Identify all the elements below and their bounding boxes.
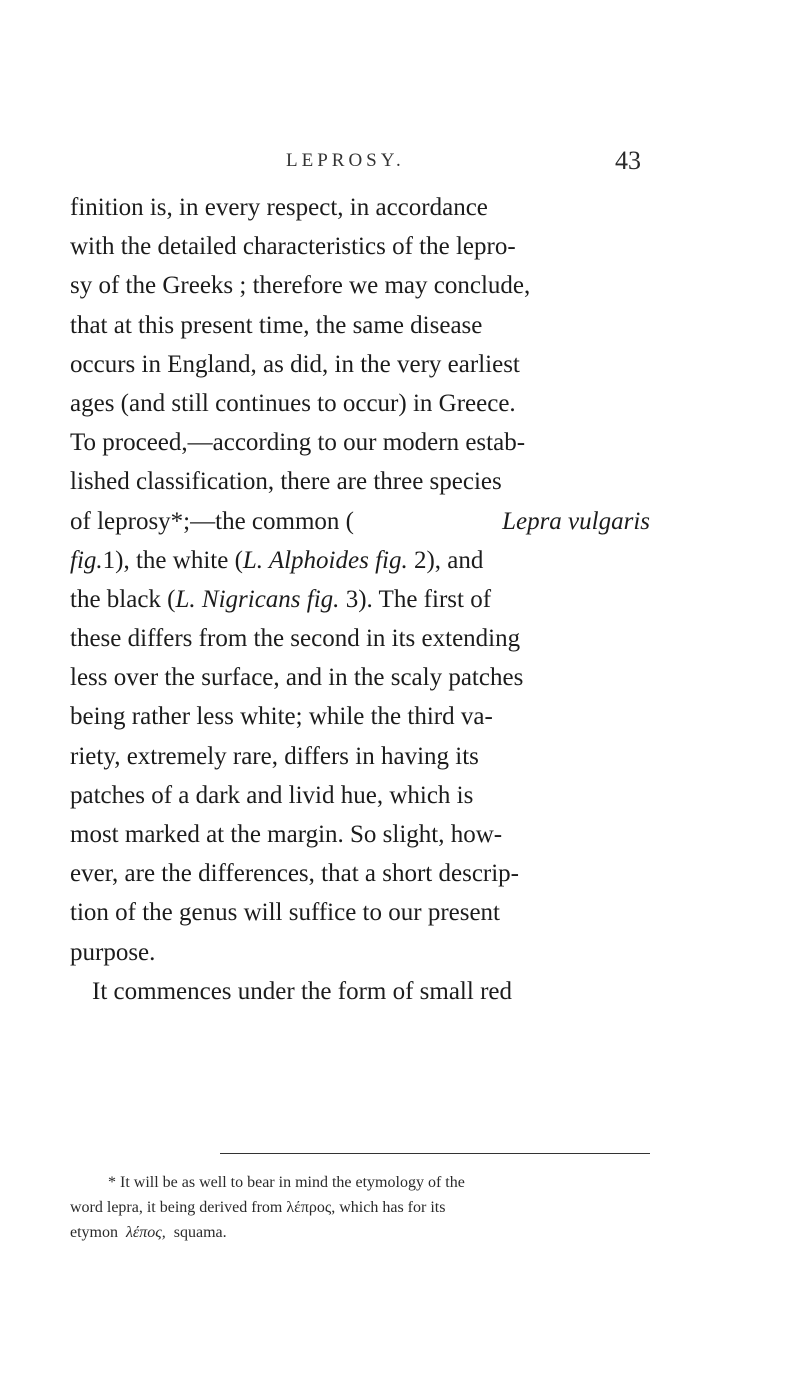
italic-alphoides: L. Alphoides fig. bbox=[242, 546, 408, 574]
text-line-5: occurs in England, as did, in the very earliest bbox=[70, 350, 520, 378]
italic-lepra-vulgaris: Lepra vulgaris bbox=[502, 507, 650, 535]
text-line-21: It commences under the form of small red bbox=[92, 977, 512, 1005]
text-line-6: ages (and still continues to occur) in Greece. bbox=[70, 389, 516, 417]
text-line-3: sy of the Greeks ; therefore we may conclude, bbox=[70, 272, 531, 300]
text-line-10: fig.1), the white (L. Alphoides fig. 2), and bbox=[70, 546, 484, 574]
text-line-8: lished classification, there are three species bbox=[70, 468, 502, 496]
text-line-20: purpose. bbox=[70, 938, 156, 966]
footnote bbox=[70, 1170, 650, 1245]
greek-word: λέπος, bbox=[126, 1224, 166, 1241]
text-line-1: finition is, in every respect, in accordance bbox=[70, 194, 488, 221]
running-head: LEPROSY. bbox=[286, 150, 405, 171]
text-line-17: most marked at the margin. So slight, how- bbox=[70, 821, 503, 848]
text-line-15: riety, extremely rare, differs in having its bbox=[70, 742, 479, 770]
italic-fig: fig. bbox=[70, 546, 103, 574]
footnote-line-1: * It will be as well to bear in mind the etymology of the bbox=[108, 1174, 465, 1191]
text-line-13: less over the surface, and in the scaly patches bbox=[70, 664, 524, 692]
text-line-19: tion of the genus will suffice to our present bbox=[70, 899, 501, 927]
text-line-2: with the detailed characteristics of the lepro- bbox=[70, 233, 516, 261]
body-text bbox=[70, 188, 650, 1011]
text-line-16: patches of a dark and livid hue, which is bbox=[70, 781, 474, 809]
text-line-7: To proceed,—according to our modern estab- bbox=[70, 429, 526, 457]
text-line-14: being rather less white; while the third va- bbox=[70, 703, 493, 731]
text-line-11: the black (L. Nigricans fig. 3). The first of bbox=[70, 585, 492, 613]
footnote-divider bbox=[220, 1153, 650, 1154]
footnote-line-3: etymon λέπος, squama. bbox=[70, 1220, 650, 1245]
text-line-9: of leprosy*;—the common ( Lepra vulgaris bbox=[70, 502, 650, 541]
italic-nigricans: L. Nigricans fig. bbox=[175, 585, 340, 613]
text-line-18: ever, are the differences, that a short descrip- bbox=[70, 860, 520, 888]
page-number: 43 bbox=[615, 146, 641, 175]
footnote-line-2: word lepra, it being derived from λέπρος, which has for its bbox=[70, 1199, 446, 1216]
text-line-4: that at this present time, the same disease bbox=[70, 311, 483, 339]
text-line-12: these differs from the second in its extending bbox=[70, 625, 521, 653]
